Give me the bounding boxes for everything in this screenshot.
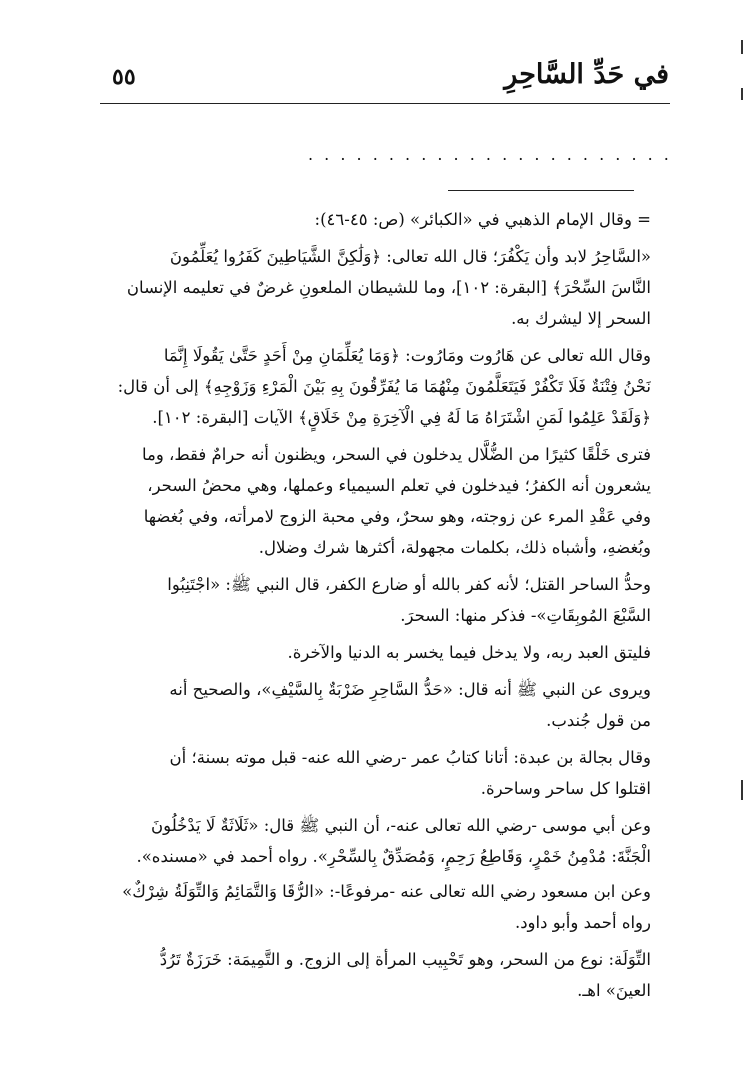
text-line: وقال بجالة بن عبدة: أتانا كتابُ عمر -رضي الله عنه- قبل موته بسنة؛ أن bbox=[169, 748, 651, 767]
header-rule bbox=[100, 103, 670, 104]
separator-dots: . . . . . . . . . . . . . . . . . . . . . . . bbox=[308, 145, 672, 164]
text-line: وقال الله تعالى عن هَارُوت ومَارُوت: ﴿وَمَا يُعَلِّمَانِ مِنْ أَحَدٍ حَتَّىٰ يَقُولَا إِنَّمَا bbox=[163, 346, 651, 365]
text-line: التِّوَلَة: نوع من السحر، وهو تَحْبِيب المرأة إلى الزوج. و التَّمِيمَة: خَرَزَةٌ تَرُدُّ bbox=[159, 950, 651, 969]
text-line: السَّبْعَ المُوبِقَاتِ»- فذكر منها: السحرَ. bbox=[400, 606, 651, 625]
paragraph-ibn-masud bbox=[91, 876, 651, 938]
paragraph-harut-marut bbox=[91, 340, 651, 433]
text-line: ﴿وَلَقَدْ عَلِمُوا لَمَنِ اشْتَرَاهُ مَا لَهُ فِي الْآخِرَةِ مِنْ خَلَاقٍ﴾ الآيات [البقرة: ١٠٢]. bbox=[152, 408, 651, 427]
running-header-title: في حَدِّ السَّاحِرِ bbox=[504, 59, 669, 90]
page-number: ٥٥ bbox=[112, 64, 136, 90]
paragraph-tiwala-definition bbox=[91, 944, 651, 1006]
text-line: السحر إلا ليشرك به. bbox=[511, 309, 651, 328]
text-line: رواه أحمد وأبو داود. bbox=[514, 913, 651, 932]
text-line: اقتلوا كل ساحر وساحرة. bbox=[480, 779, 651, 798]
paragraph-fear-lord bbox=[91, 637, 651, 668]
text-line: وبُغضهِ، وأشباه ذلك، بكلمات مجهولة، أكثرها شرك وضلال. bbox=[258, 538, 651, 557]
text-line: = وقال الإمام الذهبي في «الكبائر» (ص: ٤٥-٤٦): bbox=[314, 210, 651, 229]
footnote-rule bbox=[448, 190, 634, 191]
text-line: من قول جُندب. bbox=[546, 711, 651, 730]
text-line: وفي عَقْدِ المرء عن زوجته، وهو سحرٌ، وفي محبة الزوج لامرأته، وفي بُغضها bbox=[143, 507, 651, 526]
text-line: النَّاسَ السِّحْرَ﴾ [البقرة: ١٠٢]، وما للشيطان الملعونِ غرضٌ في تعليمه الإنسان bbox=[126, 278, 651, 297]
text-line: وحدُّ الساحر القتل؛ لأنه كفر بالله أو ضارع الكفر، قال النبي ﷺ: «اجْتَنِبُوا bbox=[167, 575, 651, 594]
text-line: فليتق العبد ربه، ولا يدخل فيما يخسر به الدنيا والآخرة. bbox=[287, 643, 651, 662]
paragraph-abu-musa bbox=[91, 810, 651, 872]
paragraph-bajala bbox=[91, 742, 651, 804]
text-line: «السَّاحِرُ لابد وأن يَكْفُرَ؛ قال الله تعالى: ﴿وَلَٰكِنَّ الشَّيَاطِينَ كَفَرُوا يُعَلِّمُونَ bbox=[169, 247, 651, 266]
text-line: نَحْنُ فِتْنَةٌ فَلَا تَكْفُرْ فَيَتَعَلَّمُونَ مِنْهُمَا مَا يُفَرِّقُونَ بِهِ بَيْنَ الْمَرْءِ وَزَوْجِهِ﴾ إلى أن قال: bbox=[117, 377, 651, 396]
text-line: يشعرون أنه الكفرُ؛ فيدخلون في تعلم السيمياء وعملها، وهي محضُ السحر، bbox=[147, 476, 651, 495]
text-line: فترى خَلْقًا كثيرًا من الضُّلَّال يدخلون في السحر، ويظنون أنه حرامٌ فقط، وما bbox=[141, 445, 651, 464]
text-line: ويروى عن النبي ﷺ أنه قال: «حَدُّ السَّاحِرِ ضَرْبَةٌ بِالسَّيْفِ»، والصحيح أنه bbox=[169, 680, 651, 699]
paragraph-punishment bbox=[91, 569, 651, 631]
paragraph-intro bbox=[91, 204, 651, 235]
paragraph-misguided bbox=[91, 439, 651, 563]
scan-edge-mark bbox=[741, 40, 743, 54]
text-line: العينَ» اهـ. bbox=[577, 981, 651, 1000]
text-line: وعن أبي موسى -رضي الله تعالى عنه-، أن النبي ﷺ قال: «ثَلَاثَةٌ لَا يَدْخُلُونَ bbox=[151, 816, 651, 835]
paragraph-sorcerer-disbelief bbox=[91, 241, 651, 334]
text-line: الْجَنَّةَ: مُدْمِنُ خَمْرٍ، وَقَاطِعُ رَحِمٍ، وَمُصَدِّقٌ بِالسِّحْرِ». رواه أحمد في «مسنده». bbox=[136, 847, 651, 866]
scan-edge-mark bbox=[741, 780, 743, 800]
footnote-body bbox=[91, 204, 651, 1012]
paragraph-sword-narration bbox=[91, 674, 651, 736]
scan-edge-mark bbox=[741, 88, 743, 100]
text-line: وعن ابن مسعود رضي الله تعالى عنه -مرفوعًا-: «الرُّقَا وَالتَّمَائِمُ وَالتِّوَلَةُ شِرْكٌ» bbox=[122, 882, 651, 901]
